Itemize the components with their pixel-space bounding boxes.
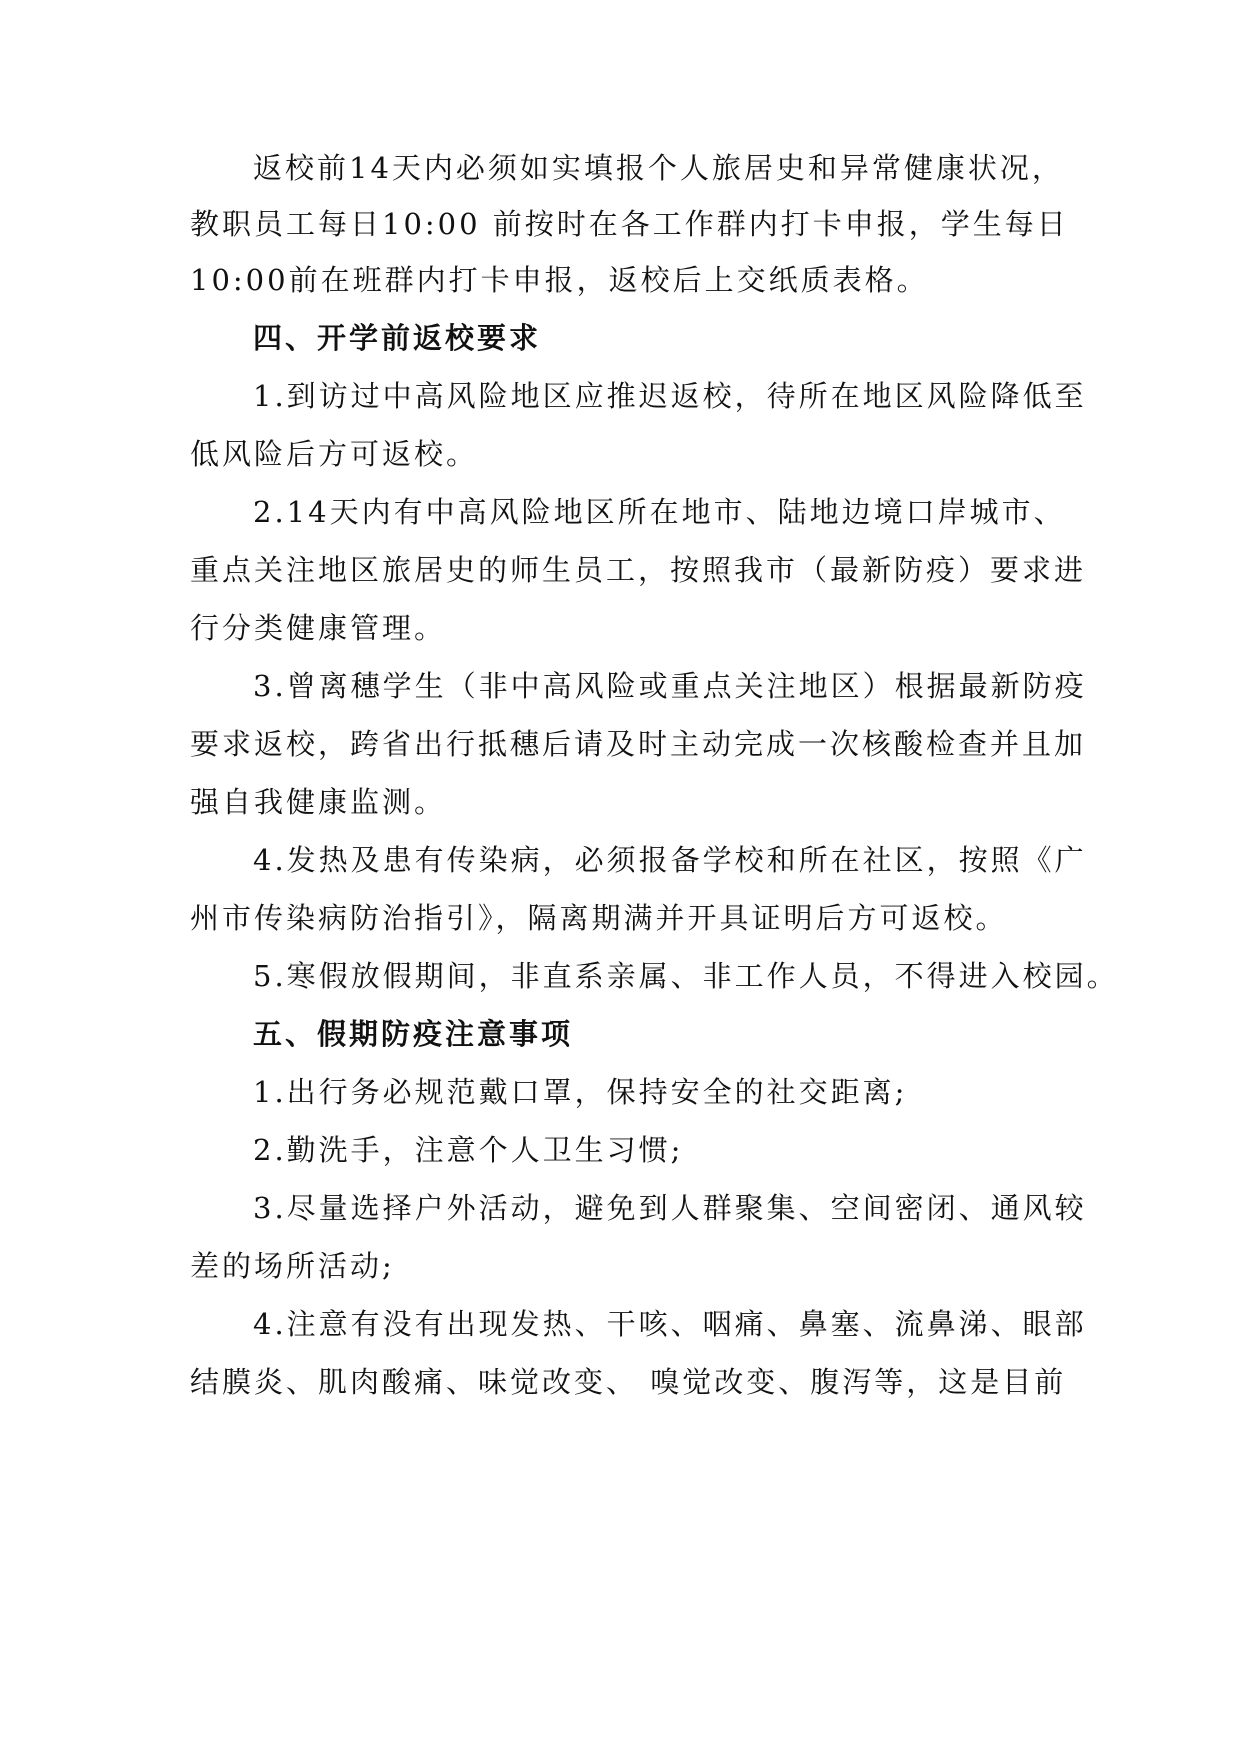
paragraph-line: 低风险后方可返校。 [190, 437, 479, 471]
paragraph-line: 2.14天内有中高风险地区所在地市、陆地边境口岸城市、 [253, 495, 1066, 529]
paragraph-line: 2.勤洗手，注意个人卫生习惯; [253, 1133, 684, 1167]
paragraph-line: 行分类健康管理。 [190, 611, 447, 645]
paragraph-line: 强自我健康监测。 [190, 785, 447, 819]
paragraph-line: 1.出行务必规范戴口罩，保持安全的社交距离; [253, 1075, 908, 1109]
section-heading: 四、开学前返校要求 [253, 321, 542, 355]
paragraph-line: 要求返校，跨省出行抵穗后请及时主动完成一次核酸检查并且加 [190, 727, 1087, 761]
paragraph-line: 返校前14天内必须如实填报个人旅居史和异常健康状况， [253, 151, 1064, 185]
paragraph-line: 10:00前在班群内打卡申报，返校后上交纸质表格。 [190, 263, 929, 297]
paragraph-line: 差的场所活动; [190, 1249, 395, 1283]
paragraph-line: 3.曾离穗学生（非中高风险或重点关注地区）根据最新防疫 [253, 669, 1087, 703]
paragraph-line: 5.寒假放假期间，非直系亲属、非工作人员，不得进入校园。 [253, 959, 1119, 993]
section-heading: 五、假期防疫注意事项 [253, 1017, 574, 1051]
paragraph-line: 重点关注地区旅居史的师生员工，按照我市（最新防疫）要求进 [190, 553, 1087, 587]
paragraph-line: 州市传染病防治指引》，隔离期满并开具证明后方可返校。 [190, 901, 1008, 935]
paragraph-line: 4.注意有没有出现发热、干咳、咽痛、鼻塞、流鼻涕、眼部 [253, 1307, 1087, 1341]
paragraph-line: 教职员工每日10:00 前按时在各工作群内打卡申报，学生每日 [190, 207, 1069, 241]
paragraph-line: 结膜炎、肌肉酸痛、味觉改变、 嗅觉改变、腹泻等，这是目前 [190, 1365, 1067, 1399]
paragraph-line: 3.尽量选择户外活动，避免到人群聚集、空间密闭、通风较 [253, 1191, 1087, 1225]
paragraph-line: 1.到访过中高风险地区应推迟返校，待所在地区风险降低至 [253, 379, 1087, 413]
paragraph-line: 4.发热及患有传染病，必须报备学校和所在社区，按照《广 [253, 843, 1087, 877]
